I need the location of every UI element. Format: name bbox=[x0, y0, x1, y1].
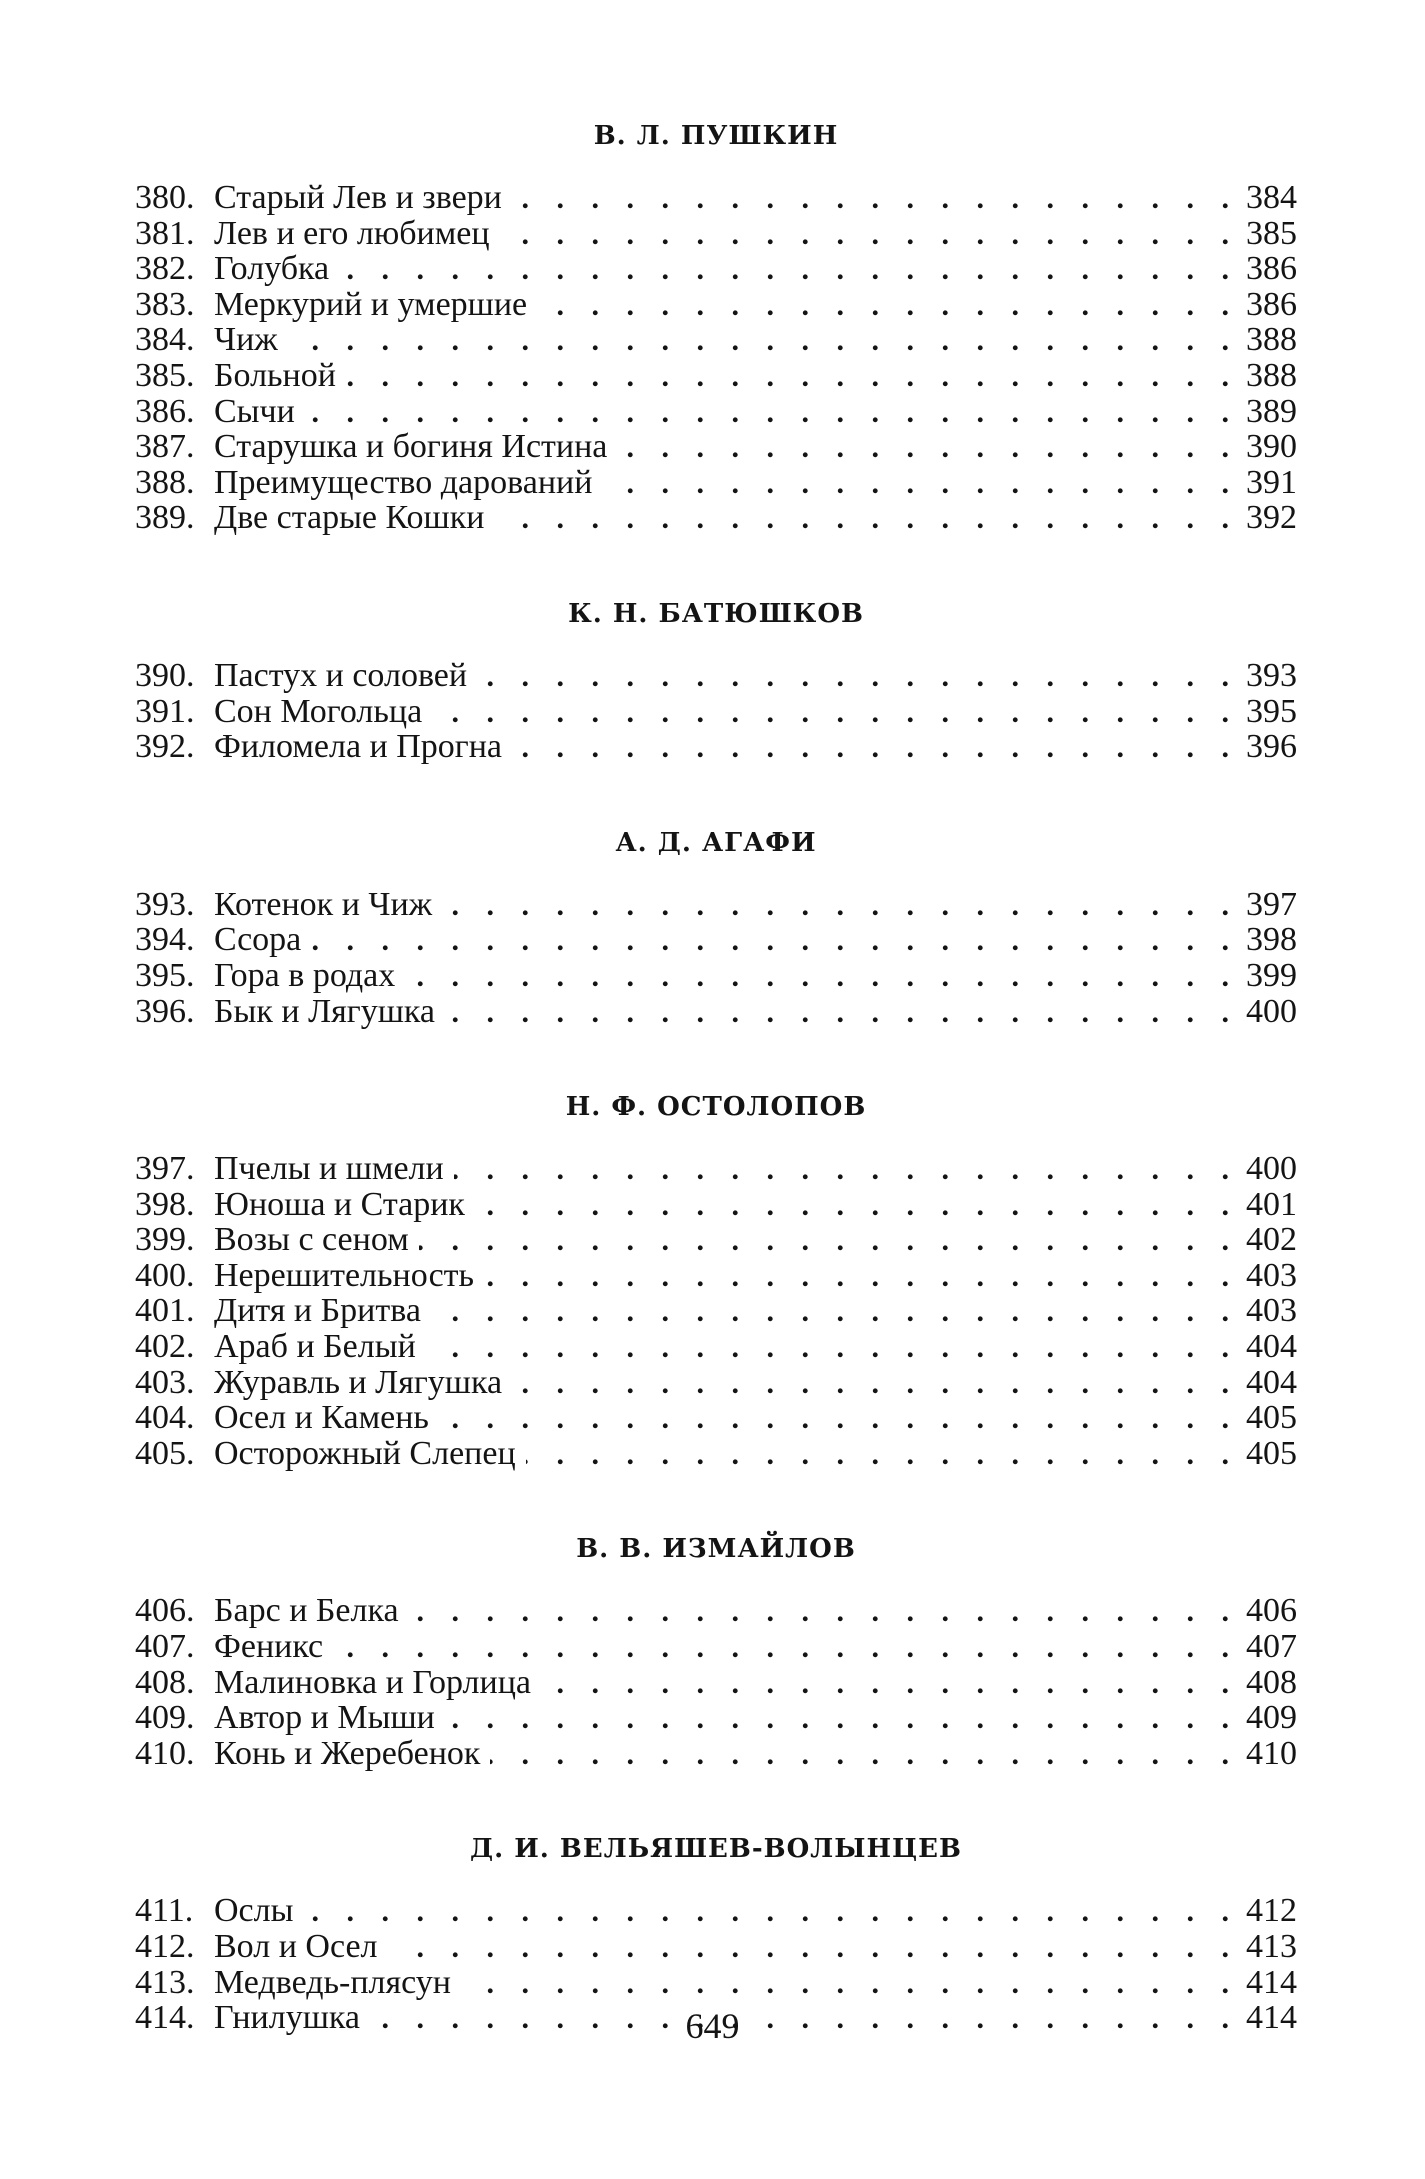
entry-title: Гнилушка bbox=[214, 1999, 360, 2037]
entry-page: 396 bbox=[1246, 728, 1297, 766]
toc-entry bbox=[135, 1629, 1297, 1665]
entry-page: 386 bbox=[1246, 250, 1297, 288]
entry-title: Дитя и Бритва bbox=[214, 1292, 421, 1330]
entry-title: Вол и Осел bbox=[214, 1928, 378, 1965]
entry-page: 413 bbox=[1246, 1928, 1297, 1965]
entry-number: 397. bbox=[135, 1150, 195, 1188]
dot-leader bbox=[541, 1666, 1239, 1702]
entry-page: 407 bbox=[1246, 1628, 1297, 1666]
entry-page: 399 bbox=[1246, 956, 1297, 994]
dot-leader bbox=[484, 1259, 1239, 1295]
toc-entry bbox=[135, 394, 1297, 430]
entry-title: Сон Могольца bbox=[214, 692, 423, 730]
entry-number: 401. bbox=[135, 1292, 195, 1330]
table-of-contents bbox=[135, 118, 1297, 2036]
entry-page: 408 bbox=[1246, 1663, 1297, 1701]
entry-page: 388 bbox=[1246, 356, 1297, 394]
toc-entry bbox=[135, 1329, 1297, 1365]
entry-title: Малиновка и Горлица bbox=[214, 1663, 531, 1701]
toc-entry bbox=[135, 1258, 1297, 1294]
entry-title: Лев и его любимец bbox=[214, 214, 490, 252]
entry-title: Нерешительность bbox=[214, 1256, 475, 1294]
dot-leader bbox=[346, 359, 1239, 395]
author-heading: В. В. ИЗМАЙЛОВ bbox=[576, 1534, 856, 1565]
toc-entry bbox=[135, 358, 1297, 394]
toc-entry bbox=[135, 729, 1297, 765]
dot-leader bbox=[490, 1737, 1239, 1773]
section-vv-izmailov bbox=[135, 1531, 1297, 1771]
section-vl-pushkin bbox=[135, 118, 1297, 536]
toc-entry bbox=[135, 1400, 1297, 1436]
entry-page: 400 bbox=[1246, 992, 1297, 1030]
entry-title: Автор и Мыши bbox=[214, 1699, 435, 1737]
entry-number: 409. bbox=[135, 1699, 195, 1737]
entry-number: 393. bbox=[135, 885, 195, 923]
toc-entry bbox=[135, 251, 1297, 287]
dot-leader bbox=[288, 323, 1239, 359]
entry-number: 410. bbox=[135, 1734, 195, 1772]
toc-entry bbox=[135, 180, 1297, 216]
entry-page: 414 bbox=[1246, 1999, 1297, 2037]
entry-page: 414 bbox=[1246, 1963, 1297, 2001]
entry-page: 401 bbox=[1246, 1185, 1297, 1223]
entry-page: 398 bbox=[1246, 921, 1297, 959]
toc-entry bbox=[135, 1593, 1297, 1629]
entry-title: Преимущество дарований bbox=[214, 463, 593, 501]
entry-title: Две старые Кошки bbox=[214, 499, 485, 537]
entry-number: 396. bbox=[135, 992, 195, 1030]
entry-title: Филомела и Прогна bbox=[214, 728, 503, 766]
dot-leader bbox=[409, 1594, 1239, 1630]
toc-entry bbox=[135, 1700, 1297, 1736]
entry-title: Возы с сеном bbox=[214, 1221, 409, 1259]
toc-entry bbox=[135, 694, 1297, 730]
entry-page: 397 bbox=[1246, 885, 1297, 923]
entry-page: 392 bbox=[1246, 499, 1297, 537]
dot-leader bbox=[303, 1894, 1239, 1930]
dot-leader bbox=[339, 252, 1239, 288]
entry-page: 404 bbox=[1246, 1363, 1297, 1401]
entry-number: 402. bbox=[135, 1328, 195, 1366]
entry-title: Конь и Жеребенок bbox=[214, 1734, 481, 1772]
entry-number: 389. bbox=[135, 499, 195, 537]
dot-leader bbox=[431, 1294, 1239, 1330]
entry-page: 386 bbox=[1246, 285, 1297, 323]
dot-leader bbox=[305, 395, 1239, 431]
entry-page: 384 bbox=[1246, 179, 1297, 216]
entry-number: 406. bbox=[135, 1592, 195, 1630]
dot-leader bbox=[512, 181, 1239, 217]
entry-page: 410 bbox=[1246, 1734, 1297, 1772]
dot-leader bbox=[617, 430, 1239, 466]
entry-title: Старушка и богиня Истина bbox=[214, 428, 608, 466]
toc-entry bbox=[135, 658, 1297, 694]
entry-title: Ссора bbox=[214, 921, 302, 959]
entry-number: 381. bbox=[135, 214, 195, 252]
page-number: 649 bbox=[685, 2006, 740, 2046]
entry-page: 412 bbox=[1246, 1892, 1297, 1930]
entry-title: Феникс bbox=[214, 1628, 324, 1666]
entry-number: 408. bbox=[135, 1663, 195, 1701]
entry-number: 407. bbox=[135, 1628, 195, 1666]
dot-leader bbox=[333, 1630, 1239, 1666]
toc-entry bbox=[135, 216, 1297, 252]
entry-page: 406 bbox=[1246, 1592, 1297, 1630]
entry-number: 399. bbox=[135, 1221, 195, 1259]
entry-number: 387. bbox=[135, 428, 195, 466]
entry-page: 400 bbox=[1246, 1150, 1297, 1188]
author-heading: Д. И. ВЕЛЬЯШЕВ-ВОЛЫНЦЕВ bbox=[470, 1834, 962, 1865]
entry-title: Барс и Белка bbox=[214, 1592, 399, 1630]
entry-number: 391. bbox=[135, 692, 195, 730]
entry-page: 409 bbox=[1246, 1699, 1297, 1737]
toc-entry bbox=[135, 1736, 1297, 1772]
entry-page: 390 bbox=[1246, 428, 1297, 466]
entry-title: Сычи bbox=[214, 392, 295, 430]
entry-page: 405 bbox=[1246, 1434, 1297, 1472]
entry-number: 380. bbox=[135, 179, 195, 216]
toc-entry bbox=[135, 1929, 1297, 1965]
dot-leader bbox=[388, 1930, 1239, 1966]
dot-leader bbox=[445, 995, 1239, 1031]
toc-entry bbox=[135, 1436, 1297, 1472]
dot-leader bbox=[432, 695, 1239, 731]
dot-leader bbox=[537, 288, 1239, 324]
entry-number: 392. bbox=[135, 728, 195, 766]
entry-number: 400. bbox=[135, 1256, 195, 1294]
toc-entry bbox=[135, 1365, 1297, 1401]
dot-leader bbox=[419, 1223, 1239, 1259]
dot-leader bbox=[475, 1188, 1239, 1224]
dot-leader bbox=[439, 1401, 1239, 1437]
entry-page: 391 bbox=[1246, 463, 1297, 501]
toc-entry bbox=[135, 1222, 1297, 1258]
entry-page: 385 bbox=[1246, 214, 1297, 252]
entry-title: Ослы bbox=[214, 1892, 294, 1930]
entry-number: 412. bbox=[135, 1928, 195, 1965]
entry-page: 388 bbox=[1246, 321, 1297, 359]
toc-entry bbox=[135, 922, 1297, 958]
toc-entry bbox=[135, 287, 1297, 323]
dot-leader bbox=[405, 959, 1239, 995]
toc-entry bbox=[135, 322, 1297, 358]
entry-number: 385. bbox=[135, 356, 195, 394]
toc-entry bbox=[135, 1293, 1297, 1329]
entry-title: Голубка bbox=[214, 250, 330, 288]
entry-number: 390. bbox=[135, 656, 195, 694]
dot-leader bbox=[461, 1966, 1239, 2002]
section-ad-agafi bbox=[135, 825, 1297, 1029]
entry-title: Пчелы и шмели bbox=[214, 1150, 444, 1188]
entry-page: 402 bbox=[1246, 1221, 1297, 1259]
entry-page: 405 bbox=[1246, 1399, 1297, 1437]
entry-page: 395 bbox=[1246, 692, 1297, 730]
entry-number: 403. bbox=[135, 1363, 195, 1401]
entry-number: 405. bbox=[135, 1434, 195, 1472]
entry-title: Журавль и Лягушка bbox=[214, 1363, 503, 1401]
dot-leader bbox=[445, 1701, 1239, 1737]
entry-page: 403 bbox=[1246, 1292, 1297, 1330]
section-kn-batyushkov bbox=[135, 596, 1297, 765]
author-heading: К. Н. БАТЮШКОВ bbox=[568, 598, 864, 629]
dot-leader bbox=[500, 217, 1239, 253]
section-nf-ostolopov bbox=[135, 1089, 1297, 1471]
entry-number: 411. bbox=[135, 1892, 194, 1930]
entry-title: Гора в родах bbox=[214, 956, 396, 994]
toc-entry bbox=[135, 1665, 1297, 1701]
entry-number: 383. bbox=[135, 285, 195, 323]
dot-leader bbox=[494, 501, 1239, 537]
entry-number: 414. bbox=[135, 1999, 195, 2037]
entry-number: 413. bbox=[135, 1963, 195, 2001]
entry-title: Котенок и Чиж bbox=[214, 885, 433, 923]
dot-leader bbox=[442, 888, 1239, 924]
toc-entry bbox=[135, 465, 1297, 501]
entry-number: 394. bbox=[135, 921, 195, 959]
author-heading: Н. Ф. ОСТОЛОПОВ bbox=[565, 1092, 867, 1123]
dot-leader bbox=[454, 1152, 1239, 1188]
toc-entry bbox=[135, 500, 1297, 536]
toc-entry bbox=[135, 429, 1297, 465]
entry-title: Осел и Камень bbox=[214, 1399, 429, 1437]
entry-title: Осторожный Слепец bbox=[214, 1434, 516, 1472]
author-heading: В. Л. ПУШКИН bbox=[593, 121, 839, 151]
toc-entry bbox=[135, 1187, 1297, 1223]
entry-title: Чиж bbox=[214, 321, 278, 359]
entry-page: 404 bbox=[1246, 1328, 1297, 1366]
toc-entry bbox=[135, 887, 1297, 923]
entry-title: Меркурий и умершие bbox=[214, 285, 528, 323]
toc-entry bbox=[135, 958, 1297, 994]
entry-number: 404. bbox=[135, 1399, 195, 1437]
entry-title: Медведь-плясун bbox=[214, 1963, 451, 2001]
entry-title: Юноша и Старик bbox=[214, 1185, 465, 1223]
entry-number: 395. bbox=[135, 956, 195, 994]
entry-number: 398. bbox=[135, 1185, 195, 1223]
entry-number: 384. bbox=[135, 321, 195, 359]
entry-title: Араб и Белый bbox=[214, 1328, 416, 1366]
toc-entry bbox=[135, 1151, 1297, 1187]
entry-title: Больной bbox=[214, 356, 336, 394]
entry-number: 386. bbox=[135, 392, 195, 430]
dot-leader bbox=[526, 1437, 1239, 1473]
dot-leader bbox=[311, 923, 1239, 959]
dot-leader bbox=[426, 1330, 1239, 1366]
entry-number: 388. bbox=[135, 463, 195, 501]
entry-page: 403 bbox=[1246, 1256, 1297, 1294]
dot-leader bbox=[512, 1366, 1239, 1402]
toc-entry bbox=[135, 1965, 1297, 2001]
entry-page: 389 bbox=[1246, 392, 1297, 430]
entry-title: Бык и Лягушка bbox=[214, 992, 435, 1030]
author-heading: А. Д. АГАФИ bbox=[615, 827, 817, 858]
entry-title: Пастух и соловей bbox=[214, 656, 468, 694]
dot-leader bbox=[477, 659, 1239, 695]
dot-leader bbox=[512, 730, 1239, 766]
entry-title: Старый Лев и звери bbox=[214, 179, 502, 216]
entry-page: 393 bbox=[1246, 656, 1297, 694]
toc-entry bbox=[135, 994, 1297, 1030]
toc-entry bbox=[135, 1893, 1297, 1929]
dot-leader bbox=[602, 466, 1239, 502]
entry-number: 382. bbox=[135, 250, 195, 288]
